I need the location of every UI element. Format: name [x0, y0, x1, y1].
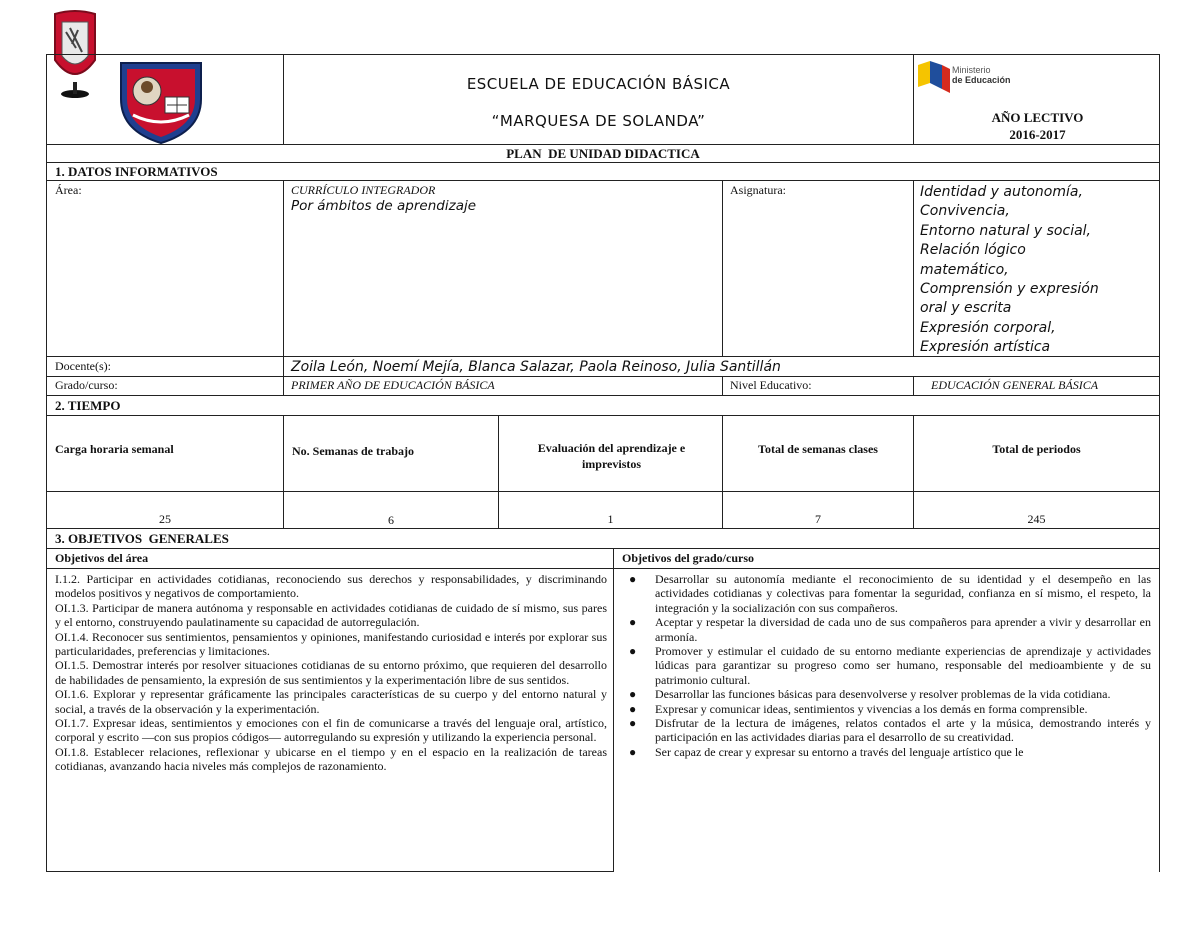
grado-value-cell: [283, 376, 723, 396]
section1-title: 1. DATOS INFORMATIVOS: [46, 162, 1160, 181]
grado-objective: ● Aceptar y respetar la diversidad de cada uno de sus compañeros para aprender a vivir y desarrollar en armonía.: [629, 615, 1151, 644]
grado-objective: ● Disfrutar de la lectura de imágenes, relatos contados el arte y la música, demostrando interés y participación en las actividades diarias para el desarrollo de su creatividad.: [629, 716, 1151, 745]
area-label: Área:: [55, 183, 82, 197]
objetivos-area-cell: [46, 568, 614, 872]
area-objective: OI.1.6. Explorar y representar gráficamente las principales características de su cuerpo y del entorno natural y social, a través de la observación y la experimentación.: [55, 687, 607, 716]
ministry-logo-text2: de Educación: [952, 75, 1011, 85]
nivel-label: Nivel Educativo:: [730, 378, 812, 392]
docente-label: Docente(s):: [55, 359, 111, 373]
tiempo-value-total-semanas: 7: [722, 491, 914, 529]
asignatura-item: Expresión artística: [920, 339, 1051, 356]
asignatura-item: oral y escrita: [920, 300, 1012, 317]
header-ministry-cell: [913, 54, 1160, 145]
ministry-logo-text1: Ministerio: [952, 65, 991, 75]
area-label-cell: [46, 180, 284, 357]
asignatura-item: matemático,: [920, 261, 1009, 278]
school-name-line2: “MARQUESA DE SOLANDA”: [491, 112, 706, 130]
tiempo-value-carga: 25: [46, 491, 284, 529]
plan-table: [46, 54, 1160, 872]
objetivos-area-header: Objetivos del área: [46, 548, 614, 569]
area-value-cell: [283, 180, 723, 357]
docente-value-cell: [283, 356, 1160, 377]
plan-title: PLAN DE UNIDAD DIDACTICA: [46, 144, 1160, 163]
asignatura-label-cell: [722, 180, 914, 357]
bullet-icon: ●: [629, 687, 637, 702]
tiempo-header-semanas: No. Semanas de trabajo: [283, 415, 499, 492]
bullet-icon: ●: [629, 615, 637, 630]
nivel-value-cell: [913, 376, 1160, 396]
grado-value: PRIMER AÑO DE EDUCACIÓN BÁSICA: [291, 378, 495, 392]
docente-label-cell: [46, 356, 284, 377]
section3-title: 3. OBJETIVOS GENERALES: [46, 528, 1160, 549]
area-objective: OI.1.5. Demostrar interés por resolver situaciones cotidianas de su entorno próximo, que requieren del desarrollo de habilidades de pensamiento, la expresión de sus sentimientos y la experimentación libre de sus sentidos.: [55, 658, 607, 687]
asignatura-item: Identidad y autonomía,: [920, 184, 1083, 200]
area-objective: OI.1.4. Reconocer sus sentimientos, pensamientos y opiniones, manifestando curiosidad e interés por explorar sus particularidades, preferencias y limitaciones.: [55, 629, 607, 659]
school-name-line1: ESCUELA DE EDUCACIÓN BÁSICA: [466, 75, 731, 93]
tiempo-header-total-semanas: Total de semanas clases: [722, 415, 914, 492]
objetivos-grado-cell: [613, 568, 1160, 872]
asignatura-item: Entorno natural y social,: [920, 222, 1092, 239]
nivel-label-cell: [722, 376, 914, 396]
school-year-label: AÑO LECTIVO: [991, 110, 1084, 125]
header-logo-cell: [46, 54, 284, 145]
bullet-icon: ●: [629, 716, 637, 731]
section2-title: 2. TIEMPO: [46, 395, 1160, 416]
grado-objective: ● Expresar y comunicar ideas, sentimientos y vivencias a los demás en forma comprensible.: [629, 701, 1088, 716]
tiempo-header-carga: Carga horaria semanal: [46, 415, 284, 492]
bullet-icon: ●: [629, 744, 637, 759]
school-year-value: 2016-2017: [1009, 127, 1066, 142]
asignatura-item: Relación lógico: [920, 242, 1026, 259]
nivel-value: EDUCACIÓN GENERAL BÁSICA: [931, 378, 1099, 392]
grado-objective: ● Desarrollar su autonomía mediante el reconocimiento de su identidad y el desempeño en las actividades cotidianas y colectivas para fomentar la seguridad, confianza en sí mismo, el respeto, la integración y la socialización con sus compañeros.: [629, 572, 1151, 615]
area-value-curriculum: CURRÍCULO INTEGRADOR: [291, 183, 436, 197]
docente-value: Zoila León, Noemí Mejía, Blanca Salazar, Paola Reinoso, Julia Santillán: [291, 359, 781, 375]
area-objective: OI.1.8. Establecer relaciones, reflexionar y ubicarse en el tiempo y en el espacio en la realización de tareas cotidianas, avanzando hacia niveles más complejos de razonamiento.: [55, 744, 607, 774]
area-objective: I.1.2. Participar en actividades cotidianas, reconociendo sus derechos y responsabilidades, y discriminando modelos positivos y negativos de comportamiento.: [55, 572, 607, 601]
school-crest-logo: [113, 59, 209, 145]
ministry-logo: [916, 59, 1016, 101]
asignatura-item: Expresión corporal,: [920, 319, 1056, 336]
grado-label: Grado/curso:: [55, 378, 118, 392]
asignatura-item: Comprensión y expresión: [920, 281, 1099, 298]
grado-objectives-list: [617, 572, 1151, 759]
bullet-icon: ●: [629, 572, 637, 586]
grado-objective: ● Promover y estimular el cuidado de su entorno mediante experiencias de aprendizaje y actividades lúdicas para garantizar su progreso como ser humano, responsable del medioambiente y de su patrimonio cultural.: [629, 644, 1151, 687]
grado-objective: ● Ser capaz de crear y expresar su entorno a través del lenguaje artístico que le: [629, 744, 1024, 759]
area-value-ambitos: Por ámbitos de aprendizaje: [291, 198, 477, 214]
asignatura-label: Asignatura:: [730, 183, 786, 197]
grado-label-cell: [46, 376, 284, 396]
tiempo-header-evaluacion: Evaluación del aprendizaje e imprevistos: [498, 415, 723, 492]
bullet-icon: ●: [629, 644, 637, 659]
tiempo-value-semanas: 6: [283, 491, 499, 529]
grado-objective: ● Desarrollar las funciones básicas para desenvolverse y resolver problemas de la vida cotidiana.: [629, 687, 1111, 702]
asignatura-value-cell: [913, 180, 1160, 357]
area-objective: OI.1.7. Expresar ideas, sentimientos y emociones con el fin de comunicarse a través del lenguaje oral, artístico, corporal y escrito —con sus propios códigos— autorregulando su expresión y utilizando la experiencia personal.: [55, 716, 607, 745]
header-school-cell: [283, 54, 914, 145]
bullet-icon: ●: [629, 701, 637, 716]
tiempo-value-evaluacion: 1: [498, 491, 723, 529]
objetivos-grado-header: Objetivos del grado/curso: [613, 548, 1160, 569]
tiempo-value-total-periodos: 245: [913, 491, 1160, 529]
tiempo-header-total-periodos: Total de periodos: [913, 415, 1160, 492]
asignatura-item: Convivencia,: [920, 203, 1010, 220]
area-objective: OI.1.3. Participar de manera autónoma y responsable en actividades cotidianas de cuidado de sí mismo, sus pares y el entorno, construyendo paulatinamente su capacidad de autorregulación.: [55, 600, 607, 630]
